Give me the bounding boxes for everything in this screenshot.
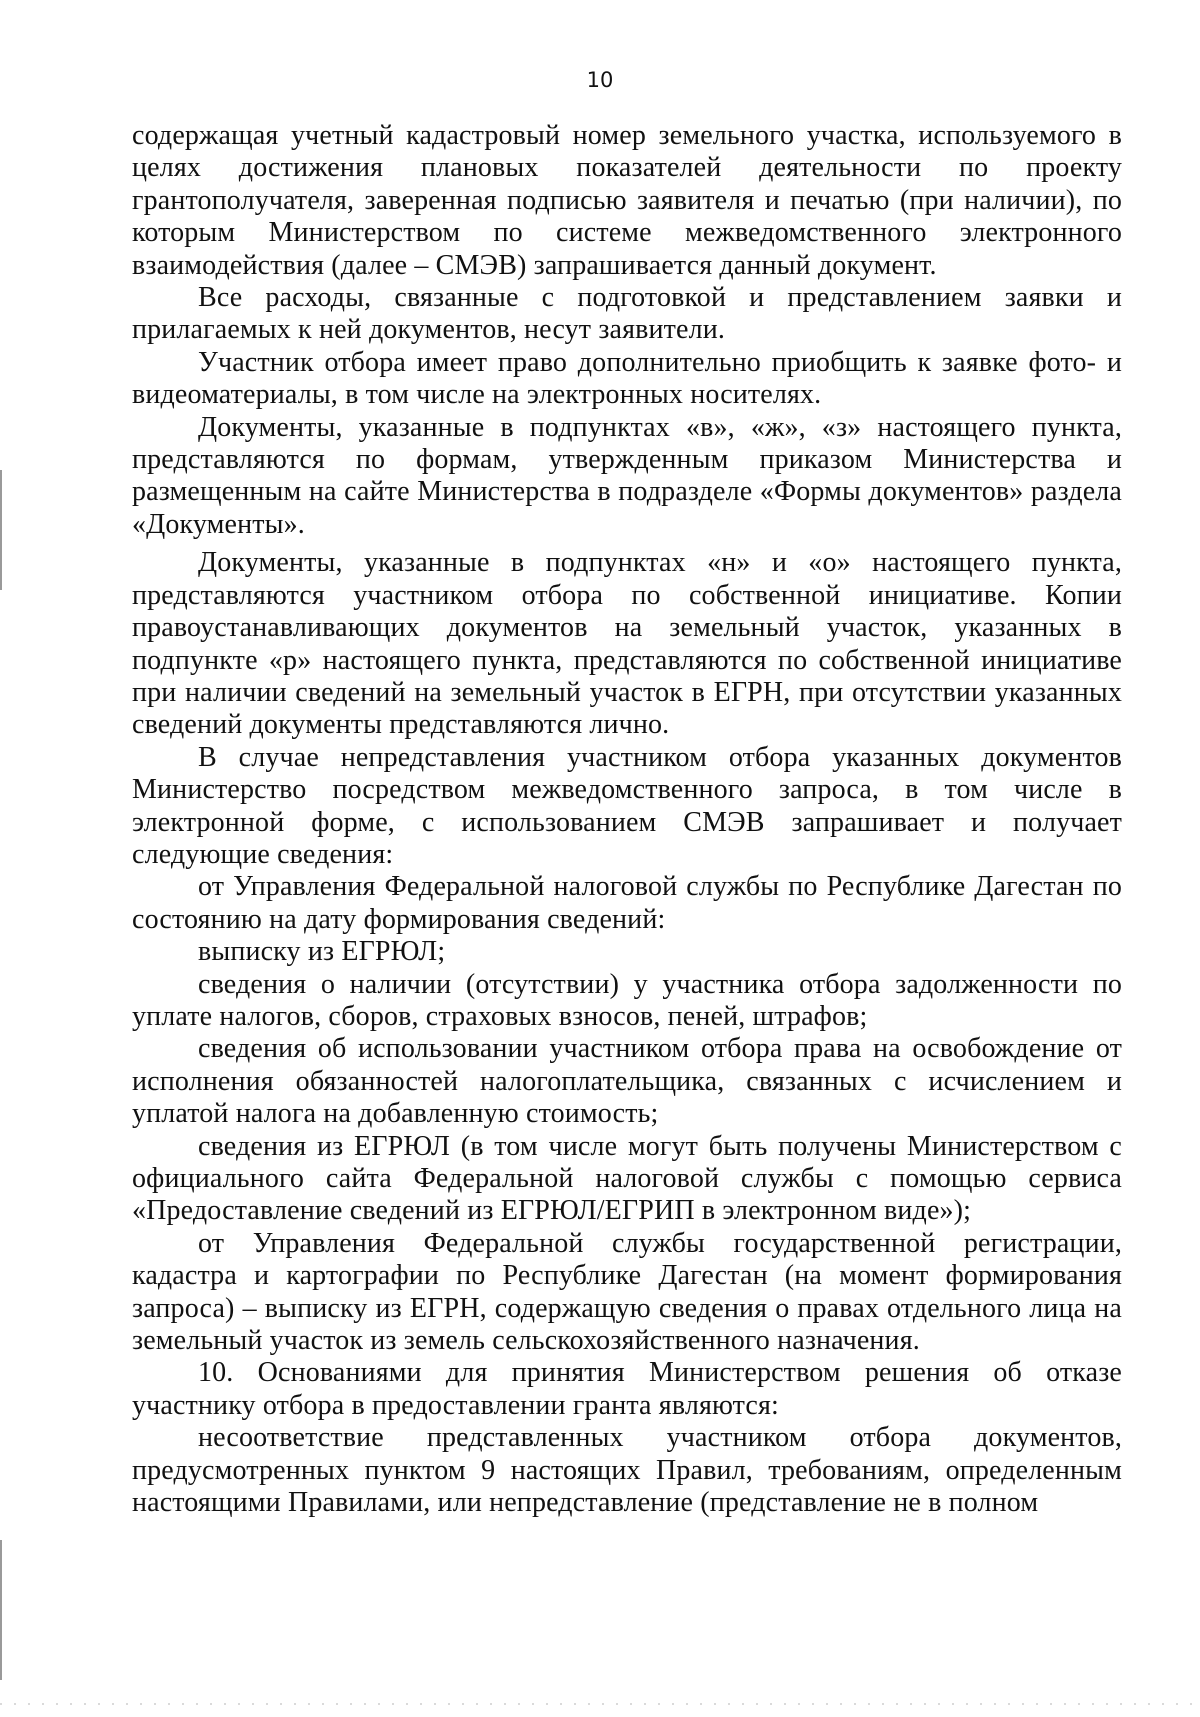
paragraph: сведения из ЕГРЮЛ (в том числе могут быть получены Министерством с официального сайта Федеральной налоговой службы с помощью сервиса «Предоставление сведений из ЕГРЮЛ/ЕГРИП в электронном виде»); bbox=[132, 1130, 1122, 1227]
paragraph: несоответствие представленных участником отбора документов, предусмотренных пунктом 9 настоящих Правил, требованиям, определенным настоящими Правилами, или непредставление (представление не в полном bbox=[132, 1422, 1122, 1519]
page-number: 10 bbox=[586, 68, 614, 92]
paragraph: от Управления Федеральной налоговой службы по Республике Дагестан по состоянию на дату формирования сведений: bbox=[132, 871, 1122, 935]
paragraph: В случае непредставления участником отбора указанных документов Министерство посредством межведомственного запроса, в том числе в электронной форме, с использованием СМЭВ запрашивает и получает следующие сведения: bbox=[132, 741, 1122, 870]
paragraph: от Управления Федеральной службы государственной регистрации, кадастра и картографии по Республике Дагестан (на момент формирования запроса) – выписку из ЕГРН, содержащую сведения о правах отдельного лица на земельный участок из земель сельскохозяйственного назначения. bbox=[132, 1227, 1122, 1357]
paragraph: Документы, указанные в подпунктах «в», «ж», «з» настоящего пункта, представляются по формам, утвержденным приказом Министерства и размещенным на сайте Министерства в подразделе «Формы документов» раздела «Документы». bbox=[132, 411, 1122, 540]
scan-bottom-edge bbox=[0, 1703, 1200, 1705]
document-body bbox=[132, 120, 1122, 1519]
paragraph: сведения о наличии (отсутствии) у участника отбора задолженности по уплате налогов, сборов, страховых взносов, пеней, штрафов; bbox=[132, 968, 1122, 1032]
scan-edge-mark bbox=[0, 1540, 2, 1680]
paragraph: Все расходы, связанные с подготовкой и представлением заявки и прилагаемых к ней документов, несут заявители. bbox=[132, 282, 1122, 346]
paragraph: содержащая учетный кадастровый номер земельного участка, используемого в целях достижения плановых показателей деятельности по проекту грантополучателя, заверенная подписью заявителя и печатью (при наличии), по которым Министерством по системе межведомственного электронного взаимодействия (далее – СМЭВ) запрашивается данный документ. bbox=[132, 120, 1122, 281]
paragraph: сведения об использовании участником отбора права на освобождение от исполнения обязанностей налогоплательщика, связанных с исчислением и уплатой налога на добавленную стоимость; bbox=[132, 1033, 1122, 1130]
paragraph: Участник отбора имеет право дополнительно приобщить к заявке фото- и видеоматериалы, в том числе на электронных носителях. bbox=[132, 346, 1122, 411]
paragraph: Документы, указанные в подпунктах «н» и «о» настоящего пункта, представляются участником отбора по собственной инициативе. Копии правоустанавливающих документов на земельный участок, указанных в подпункте «р» настоящего пункта, представляются по собственной инициативе при наличии сведений на земельный участок в ЕГРН, при отсутствии указанных сведений документы представляются лично. bbox=[132, 547, 1122, 741]
paragraph: 10. Основаниями для принятия Министерством решения об отказе участнику отбора в предоставлении гранта являются: bbox=[132, 1357, 1122, 1421]
paragraph: выписку из ЕГРЮЛ; bbox=[198, 936, 446, 968]
scan-edge-mark bbox=[0, 470, 2, 590]
